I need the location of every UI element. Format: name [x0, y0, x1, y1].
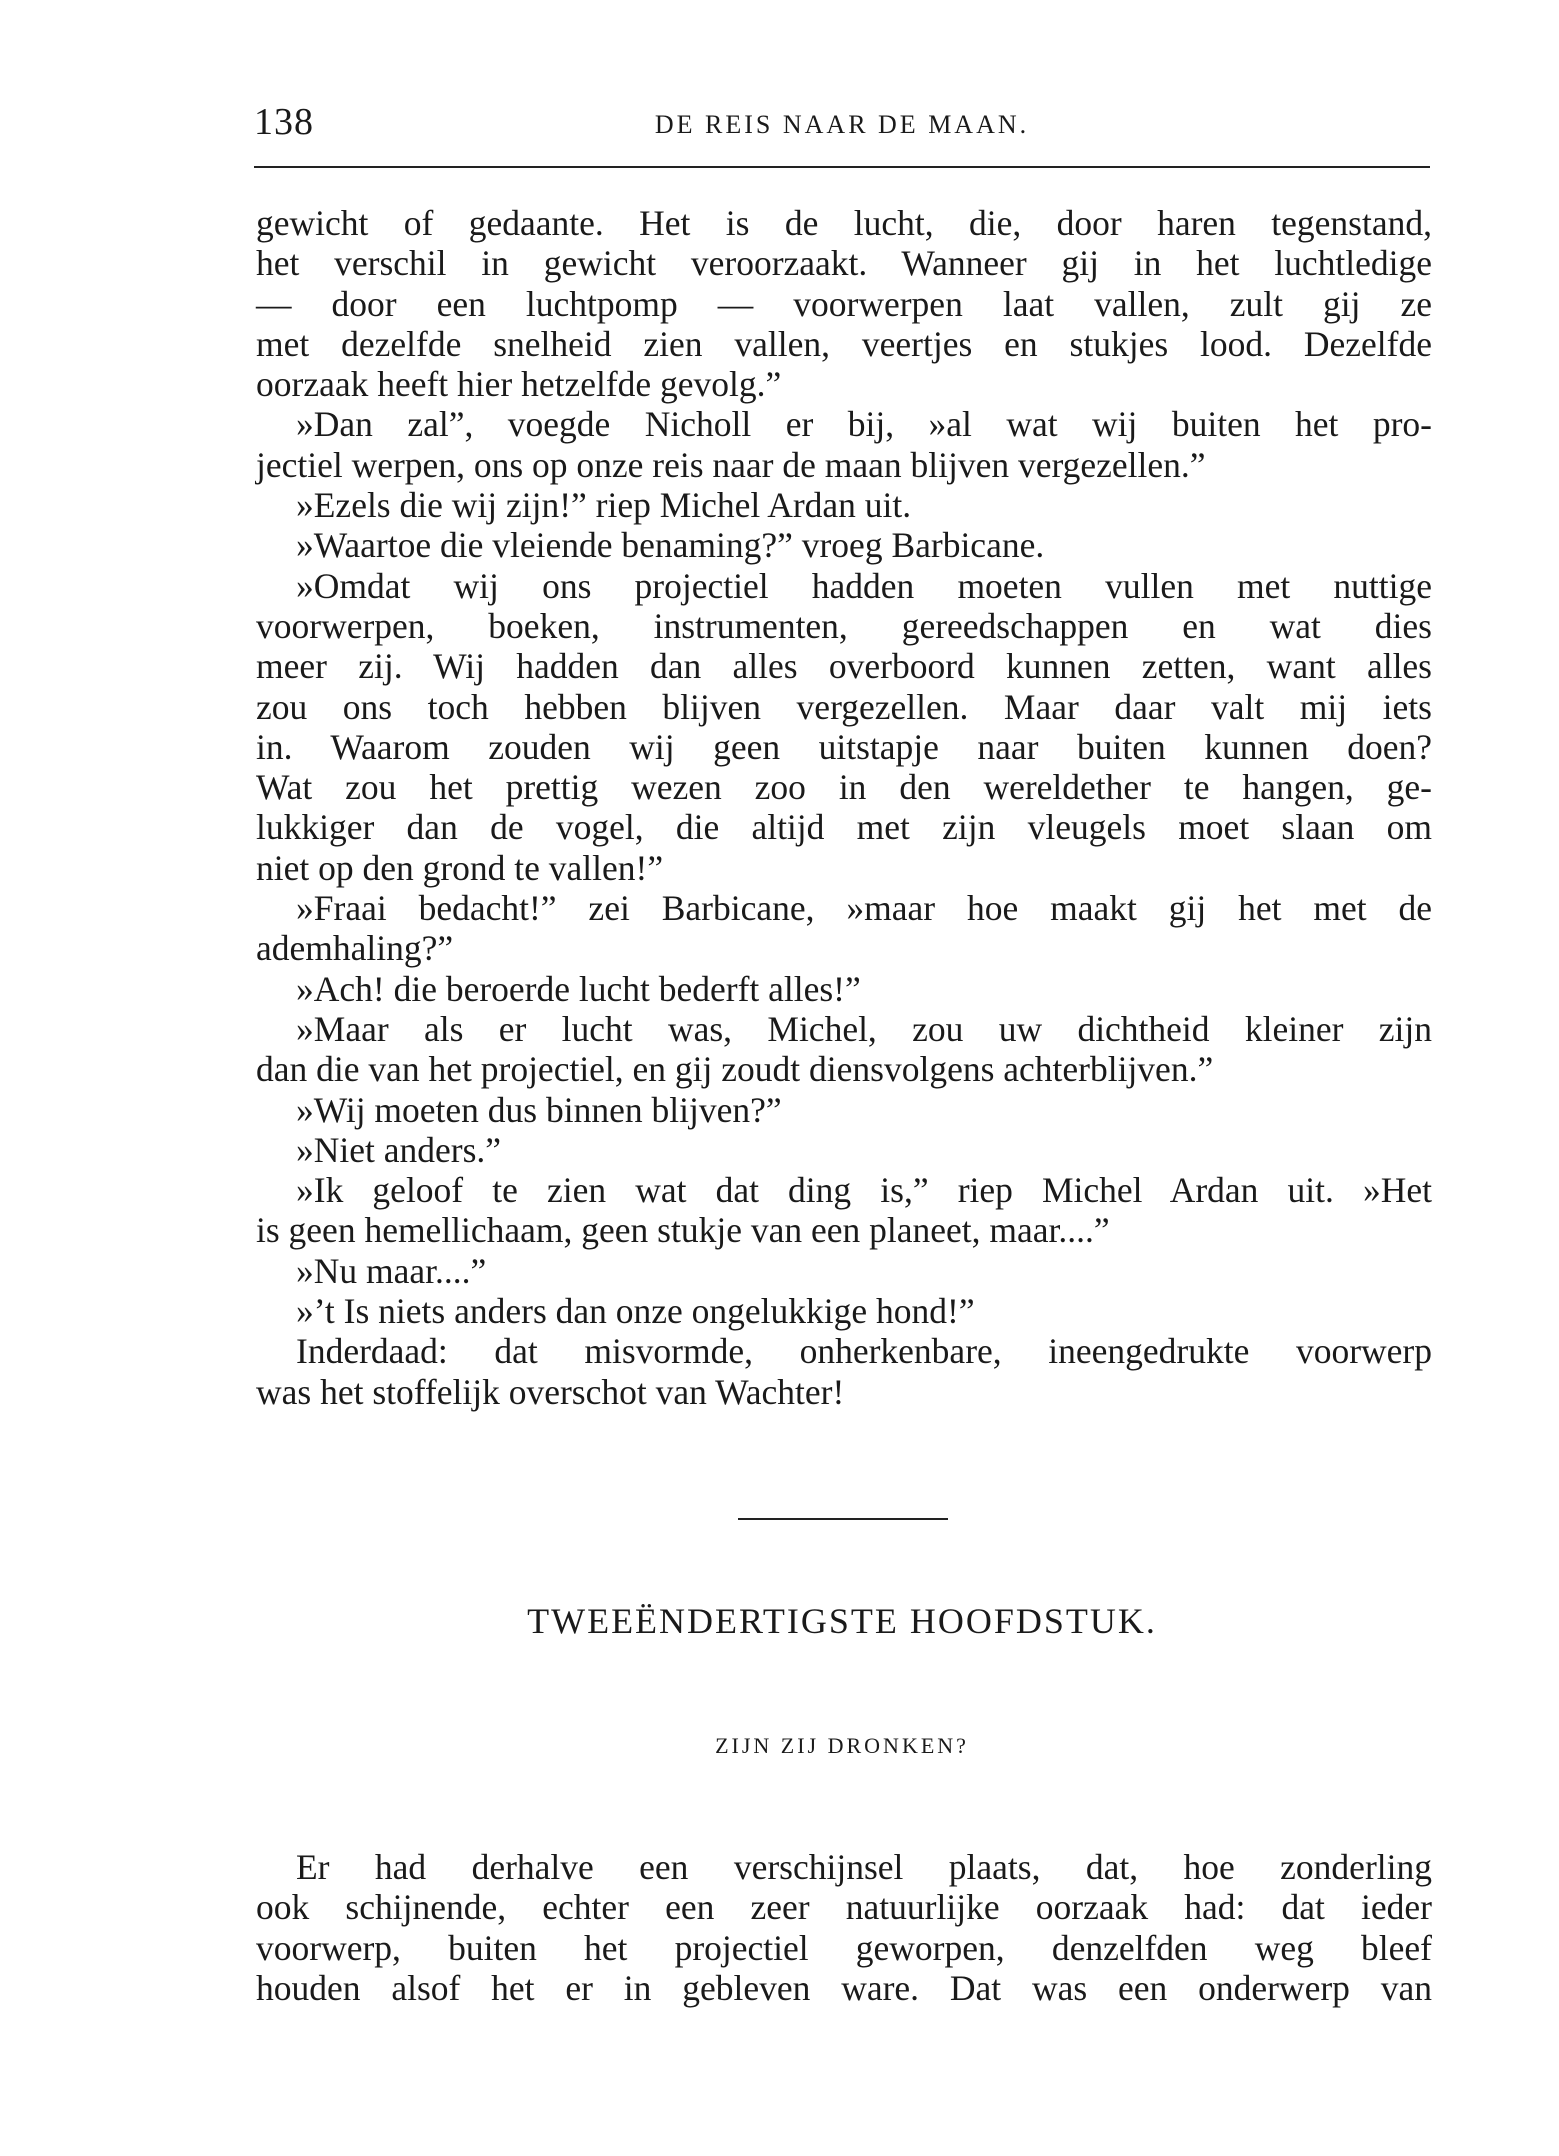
text-line: »Wij moeten dus binnen blijven?” [296, 1089, 782, 1130]
text-line: »Niet anders.” [296, 1129, 502, 1170]
text-line: houden alsof het er in gebleven ware. Dat was een onderwerp van [256, 1967, 1432, 2008]
body-text [256, 203, 1432, 1412]
header-rule [254, 166, 1430, 168]
chapter-title: TWEEËNDERTIGSTE HOOFDSTUK. [527, 1601, 1157, 1641]
text-line: het verschil in gewicht veroorzaakt. Wanneer gij in het luchtledige [256, 243, 1432, 284]
text-line: lukkiger dan de vogel, die altijd met zijn vleugels moet slaan om [256, 807, 1432, 848]
text-line: oorzaak heeft hier hetzelfde gevolg.” [256, 364, 782, 405]
text-line: — door een luchtpomp — voorwerpen laat vallen, zult gij ze [256, 283, 1432, 324]
text-line: Er had derhalve een verschijnsel plaats, dat, hoe zonderling [296, 1847, 1432, 1887]
text-line: gewicht of gedaante. Het is de lucht, die, door haren tegenstand, [256, 203, 1432, 243]
text-line: voorwerp, buiten het projectiel geworpen, denzelfden weg bleef [256, 1927, 1432, 1968]
text-line: Wat zou het prettig wezen zoo in den wereldether te hangen, ge- [256, 767, 1432, 808]
text-line: meer zij. Wij hadden dan alles overboord kunnen zetten, want alles [256, 646, 1432, 687]
running-title: DE REIS NAAR DE MAAN. [654, 110, 1030, 139]
text-line: was het stoffelijk overschot van Wachter! [256, 1371, 845, 1412]
page-number: 138 [254, 101, 314, 143]
chapter-subtitle: ZIJN ZIJ DRONKEN? [715, 1733, 969, 1758]
text-line: »’t Is niets anders dan onze ongelukkige hond!” [296, 1291, 975, 1332]
text-line: ook schijnende, echter een zeer natuurlijke oorzaak had: dat ieder [256, 1887, 1432, 1928]
chapter-text [256, 1847, 1432, 2008]
text-line: voorwerpen, boeken, instrumenten, gereedschappen en wat dies [256, 605, 1432, 646]
text-line: »Ach! die beroerde lucht bederft alles!” [296, 968, 861, 1009]
text-line: »Waartoe die vleiende benaming?” vroeg Barbicane. [296, 525, 1045, 566]
text-line: niet op den grond te vallen!” [256, 847, 664, 888]
text-line: »Nu maar....” [296, 1250, 487, 1291]
text-line: jectiel werpen, ons op onze reis naar de maan blijven vergezellen.” [256, 444, 1206, 485]
text-line: »Fraai bedacht!” zei Barbicane, »maar hoe maakt gij het met de [296, 888, 1432, 929]
text-line: met dezelfde snelheid zien vallen, veertjes en stukjes lood. Dezelfde [256, 323, 1432, 364]
text-line: dan die van het projectiel, en gij zoudt diensvolgens achterblijven.” [256, 1049, 1214, 1090]
text-line: »Omdat wij ons projectiel hadden moeten vullen met nuttige [296, 565, 1432, 606]
text-line: in. Waarom zouden wij geen uitstapje naar buiten kunnen doen? [256, 726, 1432, 767]
page-header [254, 100, 1430, 148]
text-line: zou ons toch hebben blijven vergezellen. Maar daar valt mij iets [256, 686, 1432, 727]
text-line: is geen hemellichaam, geen stukje van een planeet, maar....” [256, 1210, 1110, 1251]
text-line: Inderdaad: dat misvormde, onherkenbare, ineengedrukte voorwerp [296, 1331, 1432, 1372]
text-line: »Dan zal”, voegde Nicholl er bij, »al wat wij buiten het pro- [296, 404, 1432, 445]
section-divider [738, 1518, 948, 1520]
text-line: ademhaling?” [256, 928, 454, 969]
text-line: »Ik geloof te zien wat dat ding is,” riep Michel Ardan uit. »Het [296, 1170, 1432, 1211]
text-line: »Ezels die wij zijn!” riep Michel Ardan uit. [296, 485, 912, 526]
text-line: »Maar als er lucht was, Michel, zou uw dichtheid kleiner zijn [296, 1008, 1432, 1049]
